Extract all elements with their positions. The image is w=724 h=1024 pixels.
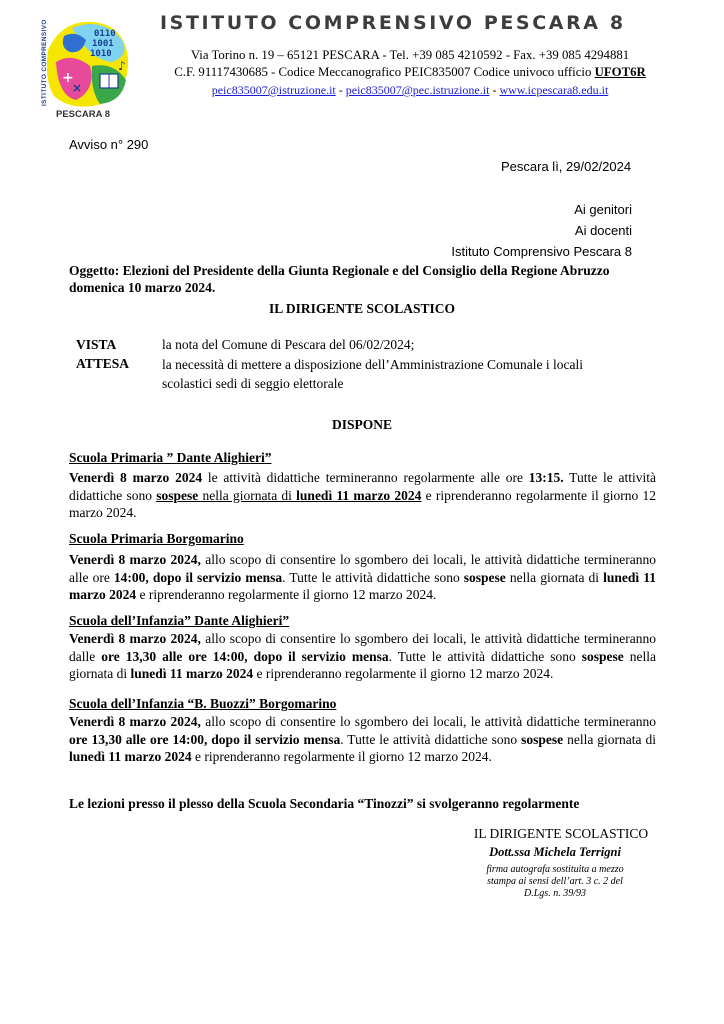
- header-codes: [140, 64, 680, 81]
- attesa-label: ATTESA: [76, 356, 130, 371]
- header-address: Via Torino n. 19 – 65121 PESCARA - Tel. +39 085 4210592 - Fax. +39 085 4294881: [190, 48, 630, 62]
- text: . Tutte le attività didattiche sono: [282, 569, 464, 585]
- pec-email-link[interactable]: peic835007@pec.istruzione.it: [345, 83, 490, 97]
- closing-statement: Le lezioni presso il plesso della Scuola Secondaria “Tinozzi” si svolgeranno regolarmente: [69, 796, 580, 811]
- text: e riprenderanno regolarmente il giorno 12 marzo 2024.: [191, 749, 492, 765]
- text: e riprenderanno regolarmente il giorno 12 marzo 2024.: [69, 487, 657, 521]
- text: . Tutte le attività didattiche sono: [388, 648, 582, 664]
- section-title-primaria-dante: Scuola Primaria ” Dante Alighieri”: [69, 450, 272, 465]
- section-body-primaria-borgomarino: [69, 551, 656, 604]
- svg-text:+: +: [62, 70, 74, 86]
- header-contacts: [140, 82, 680, 99]
- date-bold: Venerdì 8 marzo 2024,: [69, 552, 201, 567]
- recipient: Ai genitori: [574, 202, 632, 217]
- date-bold: Venerdì 8 marzo 2024,: [69, 631, 201, 646]
- sospese-emphasis: sospese: [521, 731, 564, 747]
- section-body-infanzia-dante: [69, 630, 656, 683]
- text: . Tutte le attività didattiche sono: [340, 731, 522, 747]
- text: nella giornata di: [505, 569, 604, 585]
- logo-digits-3: 1010: [90, 49, 112, 59]
- attesa-line: la necessità di mettere a disposizione dell’Amministrazione Comunale i locali: [162, 357, 583, 372]
- sospese-emphasis: sospese: [463, 569, 506, 585]
- text: allo scopo di consentire lo sgombero dei locali, le attività didattiche termineranno alle ore: [69, 552, 656, 585]
- separator: -: [335, 83, 346, 97]
- text: le attività didattiche termineranno regolarmente alle ore: [202, 470, 529, 485]
- signature-note-line: stampa ai sensi dell’art. 3 c. 2 del: [487, 876, 623, 887]
- text: nella giornata di: [69, 648, 656, 682]
- time-bold: ore 13,30 alle ore 14:00, dopo il servizio mensa: [69, 731, 341, 747]
- sospese-emphasis: sospese: [581, 648, 624, 664]
- text: e riprenderanno regolarmente il giorno 12 marzo 2024.: [253, 666, 554, 682]
- subject-line: domenica 10 marzo 2024.: [69, 280, 216, 295]
- date-bold: lunedì 11 marzo 2024: [130, 666, 254, 682]
- section-body-infanzia-buozzi: [69, 713, 656, 766]
- school-logo: [42, 10, 134, 120]
- text: nella giornata di: [198, 487, 297, 503]
- attesa-text: [162, 355, 662, 393]
- date-bold: Venerdì 8 marzo 2024: [69, 470, 203, 485]
- vista-label: VISTA: [76, 337, 117, 352]
- dispone-heading: DISPONE: [331, 417, 392, 432]
- signature-note: [455, 864, 655, 900]
- text: Tutte le attività didattiche sono: [69, 470, 656, 503]
- vista-text: la nota del Comune di Pescara del 06/02/2024;: [162, 337, 415, 352]
- logo-digits-1: 0110: [94, 29, 116, 39]
- text: nella giornata di: [563, 731, 657, 747]
- logo-arc-text: ISTITUTO COMPRENSIVO: [41, 19, 48, 106]
- logo-bottom-text: PESCARA 8: [56, 109, 111, 120]
- text: allo scopo di consentire lo sgombero dei locali, le attività didattiche termineranno dalle: [69, 631, 656, 664]
- signature-name: Dott.ssa Michela Terrigni: [489, 845, 621, 859]
- time-bold: 14:00, dopo il servizio mensa: [113, 569, 283, 585]
- subject: [69, 262, 659, 296]
- attesa-line: scolastici sedi di seggio elettorale: [162, 376, 344, 391]
- signature-note-line: D.Lgs. n. 39/93: [524, 888, 586, 899]
- subject-line: Oggetto: Elezioni del Presidente della Giunta Regionale e del Consiglio della Regione Abruzzo: [69, 263, 610, 278]
- date-bold: lunedì 11 marzo 2024: [296, 487, 422, 503]
- recipient: Istituto Comprensivo Pescara 8: [451, 244, 632, 259]
- time-bold: ore 13,30 alle ore 14:00, dopo il servizio mensa: [101, 648, 389, 664]
- time-bold: 13:15.: [528, 470, 564, 485]
- svg-text:♪: ♪: [118, 59, 126, 73]
- date-bold: lunedì 11 marzo 2024: [69, 749, 192, 765]
- website-link[interactable]: www.icpescara8.edu.it: [499, 83, 609, 97]
- school-name: ISTITUTO COMPRENSIVO PESCARA 8: [160, 12, 626, 34]
- signature-note-line: firma autografa sostituita a mezzo: [486, 864, 624, 875]
- document-date: Pescara lì, 29/02/2024: [501, 159, 632, 174]
- svg-text:×: ×: [72, 81, 83, 95]
- dirigente-heading: IL DIRIGENTE SCOLASTICO: [268, 301, 456, 316]
- text: allo scopo di consentire lo sgombero dei locali, le attività didattiche termineranno: [200, 714, 656, 729]
- section-title-infanzia-dante: Scuola dell’Infanzia” Dante Alighieri”: [69, 613, 290, 628]
- date-bold: lunedì 11 marzo 2024: [69, 569, 657, 603]
- text: e riprenderanno regolarmente il giorno 12 marzo 2024.: [136, 587, 437, 603]
- section-title-infanzia-buozzi: Scuola dell’Infanzia “B. Buozzi” Borgomarino: [69, 696, 337, 711]
- email-link[interactable]: peic835007@istruzione.it: [211, 83, 336, 97]
- section-title-primaria-borgomarino: Scuola Primaria Borgomarino: [69, 531, 244, 546]
- recipients: [451, 199, 632, 262]
- signature-role: IL DIRIGENTE SCOLASTICO: [473, 826, 649, 841]
- section-body-primaria-dante: [69, 469, 656, 522]
- header-codes-text: C.F. 91117430685 - Codice Meccanografico PEIC835007 Codice univoco ufficio: [174, 65, 595, 79]
- ufficio-code: UFOT6R: [594, 65, 646, 79]
- notice-number: Avviso n° 290: [69, 137, 149, 152]
- logo-digits-2: 1001: [92, 39, 114, 49]
- date-bold: Venerdì 8 marzo 2024,: [69, 714, 201, 729]
- recipient: Ai docenti: [574, 223, 632, 238]
- sospese-emphasis: sospese: [156, 487, 199, 503]
- separator: -: [489, 83, 500, 97]
